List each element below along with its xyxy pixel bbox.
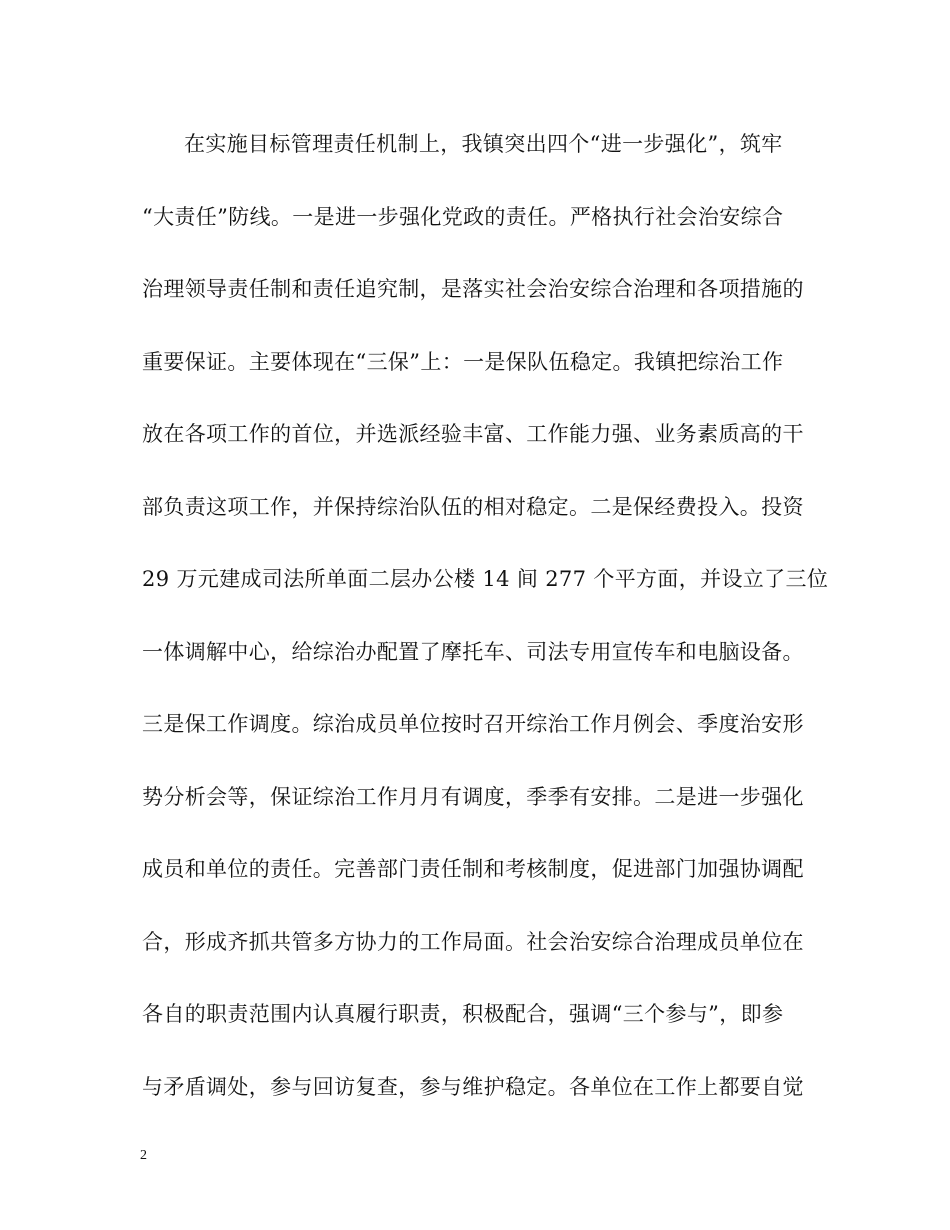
paragraph-line-5: 放在各项工作的首位，并选派经验丰富、工作能力强、业务素质高的干 (142, 422, 804, 446)
paragraph-line-2: “大责任”防线。一是进一步强化党政的责任。严格执行社会治安综合 (142, 205, 784, 229)
paragraph-line-12: 合，形成齐抓共管多方协力的工作局面。社会治安综合治理成员单位在 (142, 930, 804, 954)
paragraph-line-11: 成员和单位的责任。完善部门责任制和考核制度，促进部门加强协调配 (142, 857, 804, 881)
page-number: 2 (140, 1148, 147, 1163)
paragraph-line-8: 一体调解中心，给综治办配置了摩托车、司法专用宣传车和电脑设备。 (142, 640, 804, 664)
paragraph-line-4: 重要保证。主要体现在“三保”上：一是保队伍稳定。我镇把综治工作 (142, 350, 784, 374)
paragraph-line-9: 三是保工作调度。综治成员单位按时召开综治工作月例会、季度治安形 (142, 712, 804, 736)
paragraph-line-6: 部负责这项工作，并保持综治队伍的相对稳定。二是保经费投入。投资 (142, 495, 804, 519)
paragraph-line-7: 29 万元建成司法所单面二层办公楼 14 间 277 个平方面，并设立了三位 (142, 567, 829, 591)
paragraph-line-14: 与矛盾调处，参与回访复查，参与维护稳定。各单位在工作上都要自觉 (142, 1075, 804, 1099)
paragraph-line-13: 各自的职责范围内认真履行职责，积极配合，强调“三个参与”，即参 (142, 1002, 784, 1026)
paragraph-line-3: 治理领导责任制和责任追究制，是落实社会治安综合治理和各项措施的 (142, 277, 804, 301)
paragraph-line-10: 势分析会等，保证综治工作月月有调度，季季有安排。二是进一步强化 (142, 785, 804, 809)
paragraph-line-1: 在实施目标管理责任机制上，我镇突出四个“进一步强化”，筑牢 (184, 132, 783, 156)
